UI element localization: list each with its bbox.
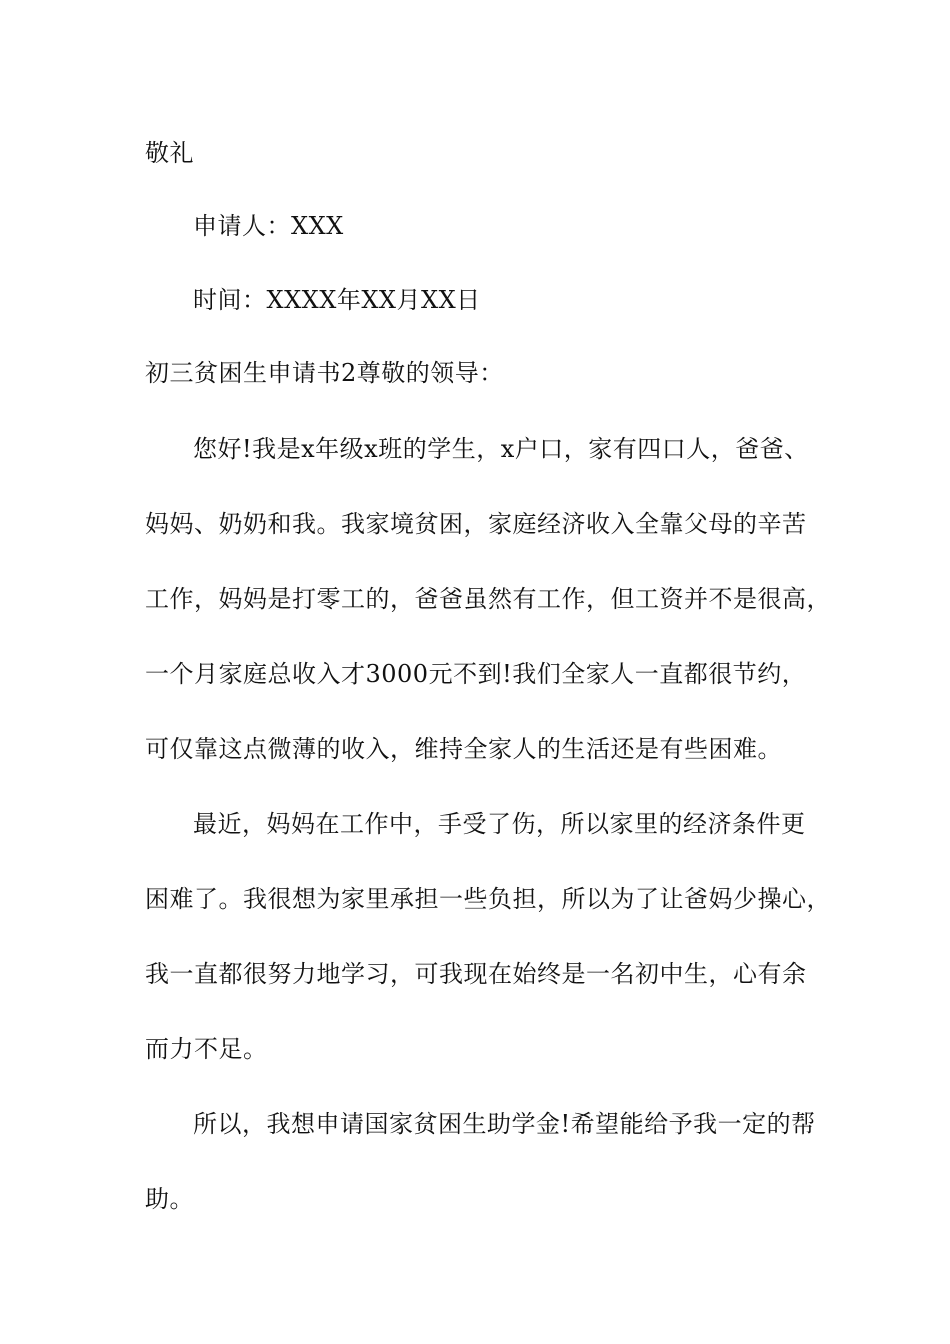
- paragraph-line: 工作，妈妈是打零工的，爸爸虽然有工作，但工资并不是很高，: [145, 585, 831, 613]
- paragraph-line: 困难了。我很想为家里承担一些负担，所以为了让爸妈少操心，: [145, 885, 831, 913]
- paragraph-line: 最近，妈妈在工作中，手受了伤，所以家里的经济条件更: [193, 810, 806, 838]
- paragraph-line: 所以，我想申请国家贫困生助学金!希望能给予我一定的帮: [193, 1110, 816, 1138]
- paragraph-line: 可仅靠这点微薄的收入，维持全家人的生活还是有些困难。: [145, 735, 782, 763]
- paragraph-line: 我一直都很努力地学习，可我现在始终是一名初中生，心有余: [145, 960, 807, 988]
- closing-salutation: 敬礼: [145, 139, 194, 167]
- applicant-line: 申请人：XXX: [193, 212, 344, 240]
- paragraph-line: 助。: [145, 1185, 194, 1213]
- section-heading: 初三贫困生申请书2尊敬的领导：: [145, 359, 504, 387]
- paragraph-line: 您好!我是x年级x班的学生，x户口，家有四口人，爸爸、: [193, 435, 809, 463]
- paragraph-line: 而力不足。: [145, 1035, 268, 1063]
- date-line: 时间：XXXX年XX月XX日: [193, 286, 481, 314]
- paragraph-line: 妈妈、奶奶和我。我家境贫困，家庭经济收入全靠父母的辛苦: [145, 510, 807, 538]
- paragraph-line: 一个月家庭总收入才3000元不到!我们全家人一直都很节约，: [145, 660, 807, 688]
